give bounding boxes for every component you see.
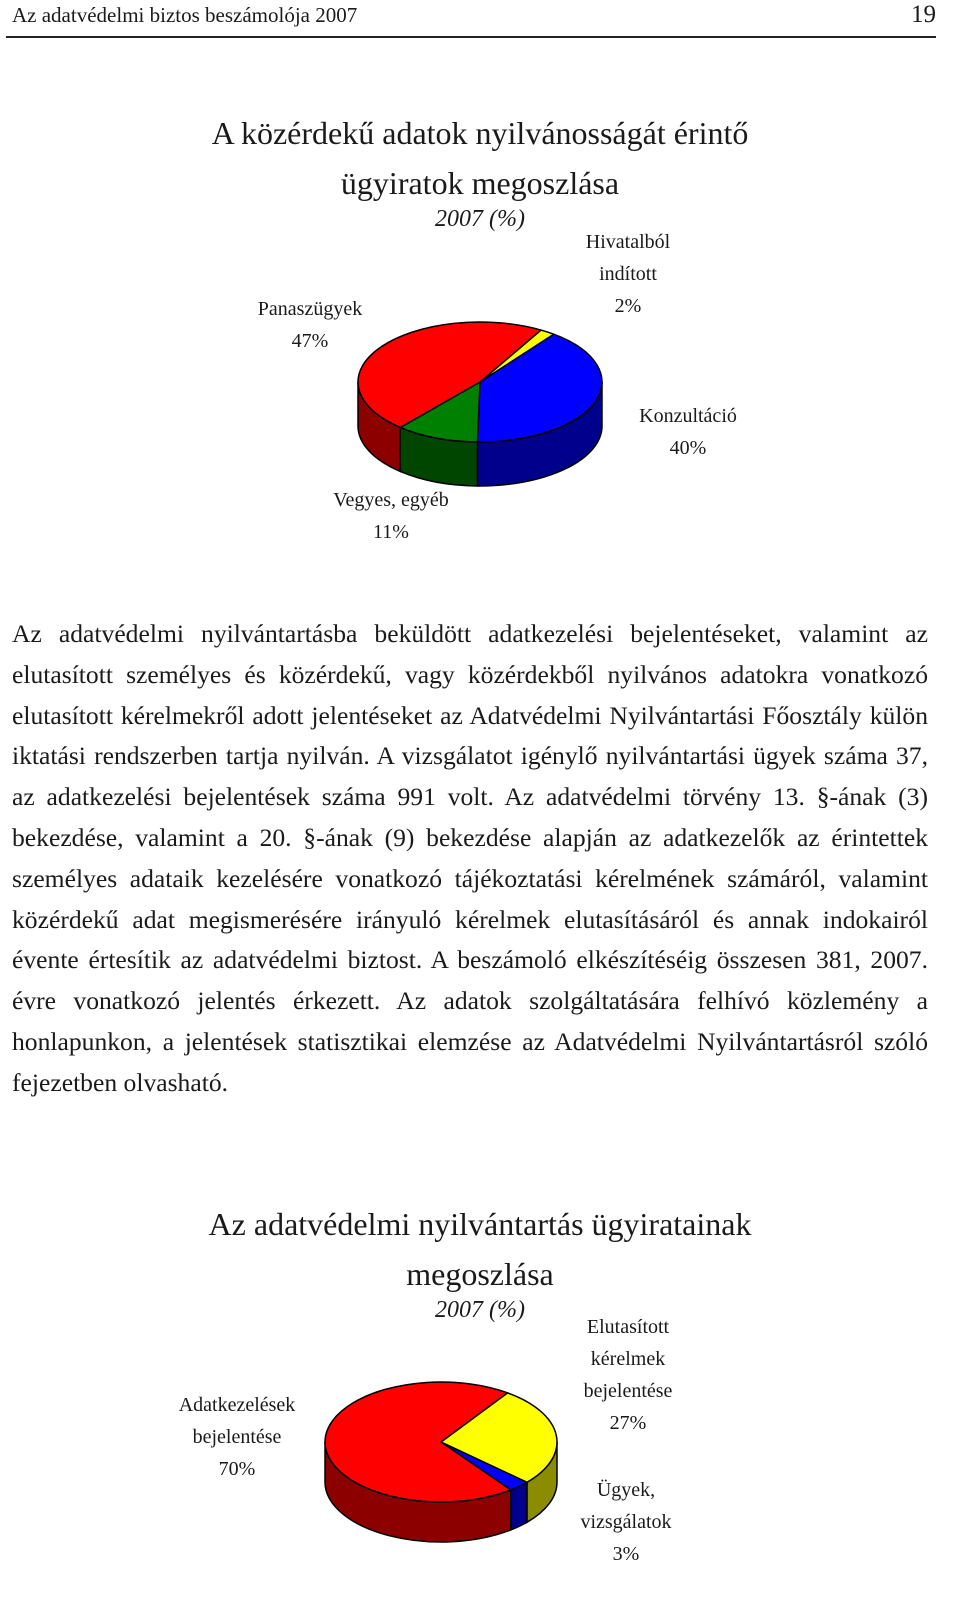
pie-label-adatkezelesek: Adatkezelések bejelentése 70% [178,1394,296,1480]
chart-title: A közérdekű adatok nyilvánosságát érintő ügyiratok megoszlása [211,115,749,201]
pie-label-hivatalbol: Hivatalból indított 2% [585,231,671,317]
page-number: 19 [911,1,936,28]
pie-label-konzultacio: Konzultáció 40% [639,405,737,459]
pie-label-vegyes: Vegyes, egyéb 11% [333,489,449,543]
running-title: Az adatvédelmi biztos beszámolója 2007 [12,3,358,27]
pie-label-panaszugyek: Panaszügyek 47% [257,298,363,352]
chart-subtitle: 2007 (%) [435,1297,525,1323]
pie-label-elutasitott: Elutasított kérelmek bejelentése 27% [583,1316,673,1434]
chart-title: Az adatvédelmi nyilvántartás ügyiratainak megoszlása [208,1206,752,1292]
pie-label-ugyek: Ügyek, vizsgálatok 3% [580,1479,672,1565]
body-paragraph: Az adatvédelmi nyilvántartásba beküldött adatkezelési bejelentéseket, valamint az elutasított személyes és közérdekű, vagy közérdekből nyilvános adatokra vonatkozó elutasított kérelmekről adott jelentéseket az Adatvédelmi Nyilvántartási Főosztály külön iktatási rendszerben tartja nyilván. A vizsgálatot igénylő nyilvántartási ügyek száma 37, az adatkezelési bejelentések száma 991 volt. Az adatvédelmi törvény 13. §-ának (3) bekezdése, valamint a 20. §-ának (9) bekezdése alapján az adatkezelők az érintettek személyes adataik kezelésére vonatkozó tájékoztatási kérelmének számáról, valamint közérdekű adat megismerésére irányuló kérelmek elutasításáról és annak indokairól évente értesítik az adatvédelmi biztost. A beszámoló elkészítéséig összesen 381, 2007. évre vonatkozó jelentés érkezett. Az adatok szolgáltatására felhívó közlemény a honlapunkon, a jelentések statisztikai elemzése az Adatvédelmi Nyilvántartásról szóló fejezetben olvasható. [12,619,928,1097]
chart-subtitle: 2007 (%) [435,206,525,232]
